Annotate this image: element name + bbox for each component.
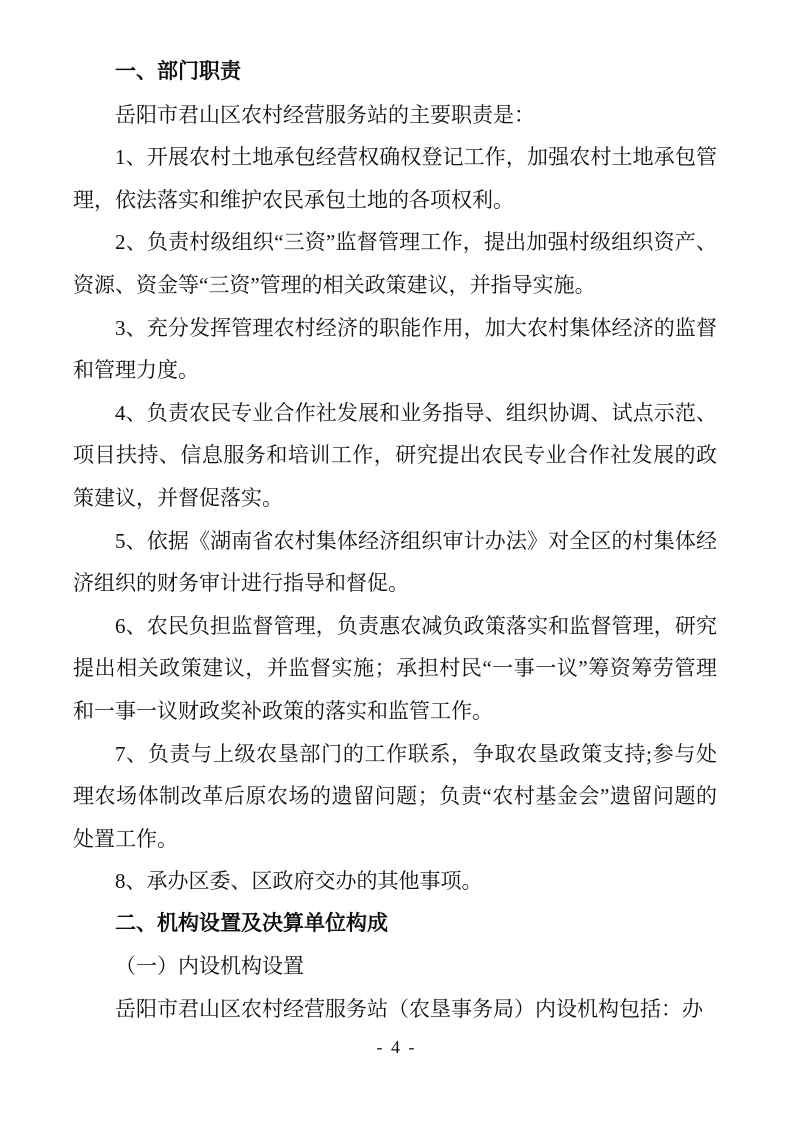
duty-item-6: 6、农民负担监督管理，负责惠农减负政策落实和监督管理，研究提出相关政策建议，并监督实施；承担村民“一事一议”筹资筹劳管理和一事一议财政奖补政策的落实和监管工作。 xyxy=(73,613,717,723)
document-body xyxy=(73,51,717,1031)
intro-paragraph: 岳阳市君山区农村经营服务站的主要职责是： xyxy=(115,102,535,127)
duty-item-8: 8、承办区委、区政府交办的其他事项。 xyxy=(115,869,483,894)
internal-org-paragraph: 岳阳市君山区农村经营服务站（农垦事务局）内设机构包括：办 xyxy=(115,997,703,1022)
subsection-heading-internal-org: （一）内设机构设置 xyxy=(115,954,304,979)
duty-item-7: 7、负责与上级农垦部门的工作联系，争取农垦政策支持;参与处理农场体制改革后原农场的遗留问题；负责“农村基金会”遗留问题的处置工作。 xyxy=(73,741,717,851)
duty-item-3: 3、充分发挥管理农村经济的职能作用，加大农村集体经济的监督和管理力度。 xyxy=(73,315,717,383)
duty-item-4: 4、负责农民专业合作社发展和业务指导、组织协调、试点示范、项目扶持、信息服务和培训工作，研究提出农民专业合作社发展的政策建议，并督促落实。 xyxy=(73,400,717,510)
section-heading-department-duties: 一、部门职责 xyxy=(115,60,241,83)
page-number: - 4 - xyxy=(376,1037,417,1057)
duty-item-1: 1、开展农村土地承包经营权确权登记工作，加强农村土地承包管理，依法落实和维护农民承包土地的各项权利。 xyxy=(73,145,717,212)
duty-item-5: 5、依据《湖南省农村集体经济组织审计办法》对全区的村集体经济组织的财务审计进行指导和督促。 xyxy=(73,528,717,596)
section-heading-org-structure: 二、机构设置及决算单位构成 xyxy=(115,911,388,935)
duty-item-2: 2、负责村级组织“三资”监督管理工作，提出加强村级组织资产、资源、资金等“三资”管理的相关政策建议，并指导实施。 xyxy=(73,230,717,297)
